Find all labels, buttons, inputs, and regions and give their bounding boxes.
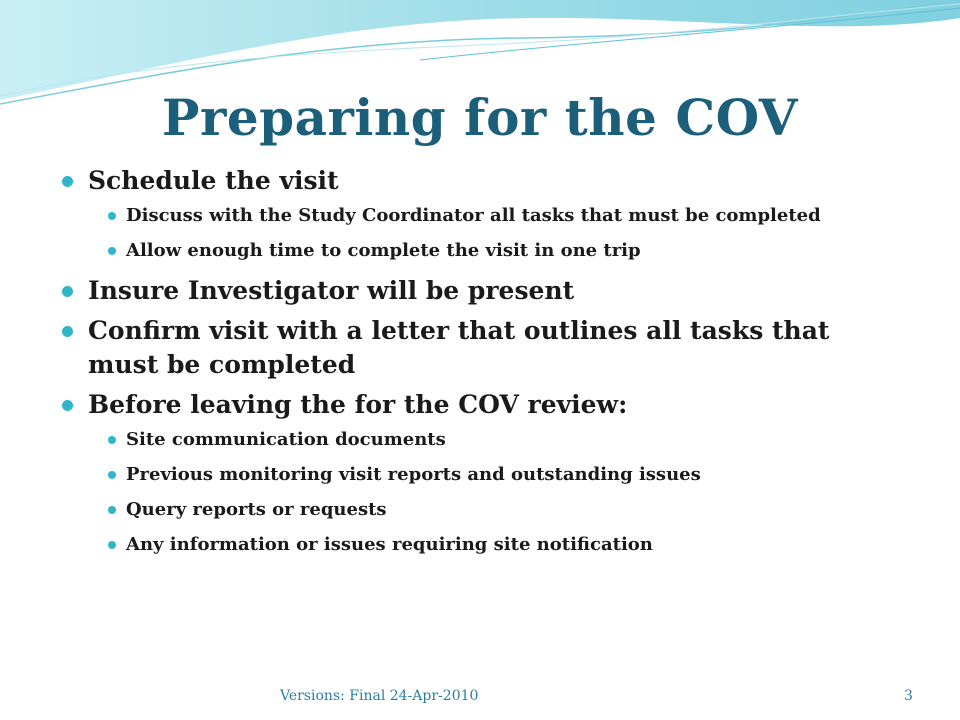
bullet-item: [62, 164, 892, 263]
bullet-list: [62, 164, 892, 568]
sub-bullet-icon: [108, 212, 116, 220]
sub-bullet-text: Previous monitoring visit reports and outstanding issues: [126, 464, 701, 485]
bullet-text: Before leaving the for the COV review:: [88, 390, 628, 419]
sub-bullet-icon: [108, 436, 116, 444]
bullet-item: [62, 274, 892, 308]
bullet-item: [62, 314, 892, 382]
slide-title: Preparing for the COV: [161, 88, 799, 147]
page-number: 3: [904, 688, 913, 704]
sub-bullet-text: Site communication documents: [126, 429, 446, 450]
bullet-text: Confirm visit with a letter that outlines all tasks that must be completed: [88, 316, 830, 379]
sub-bullet-text: Any information or issues requiring site notification: [126, 534, 653, 555]
sub-bullet-item: [88, 463, 892, 487]
sub-bullet-item: [88, 428, 892, 452]
bullet-text: Schedule the visit: [88, 166, 339, 195]
sub-bullet-icon: [108, 471, 116, 479]
bullet-text: Insure Investigator will be present: [88, 276, 575, 305]
bullet-icon: [62, 286, 73, 297]
sub-bullet-icon: [108, 247, 116, 255]
bullet-item: [62, 388, 892, 557]
sub-bullet-text: Discuss with the Study Coordinator all tasks that must be completed: [126, 205, 821, 226]
sub-bullet-item: [88, 498, 892, 522]
sub-bullet-item: [88, 533, 892, 557]
sub-bullet-item: [88, 239, 892, 263]
bullet-icon: [62, 176, 73, 187]
footer-version: Versions: Final 24-Apr-2010: [280, 688, 479, 704]
sub-bullet-text: Query reports or requests: [126, 499, 387, 520]
bullet-icon: [62, 400, 73, 411]
sub-bullet-icon: [108, 506, 116, 514]
bullet-icon: [62, 326, 73, 337]
sub-bullet-text: Allow enough time to complete the visit in one trip: [126, 240, 641, 261]
sub-bullet-item: [88, 204, 892, 228]
sub-bullet-list: [88, 428, 892, 557]
sub-bullet-icon: [108, 541, 116, 549]
sub-bullet-list: [88, 204, 892, 263]
